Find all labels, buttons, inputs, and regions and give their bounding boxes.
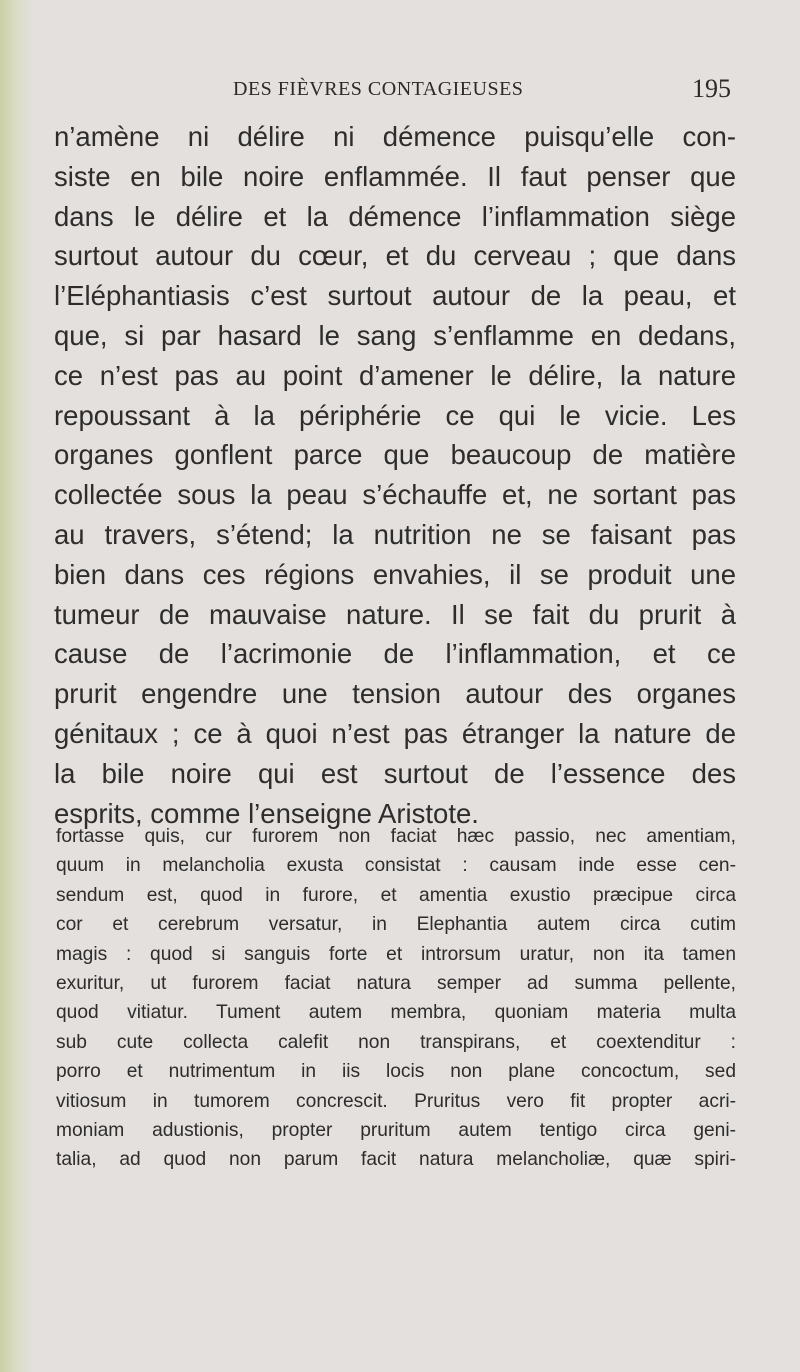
text-line: siste en bile noire enflammée. Il faut penser que: [54, 160, 736, 192]
text-line: magis : quod si sanguis forte et introrsum uratur, non ita tamen: [56, 943, 736, 965]
text-line: tumeur de mauvaise nature. Il se fait du prurit à: [54, 598, 736, 630]
page-edge-shadow: [0, 0, 34, 1372]
latin-footnote-text: [56, 822, 736, 1175]
text-line: sub cute collecta calefit non transpirans, et coextenditur :: [56, 1031, 736, 1053]
text-line: talia, ad quod non parum facit natura melancholiæ, quæ spiri-: [56, 1149, 736, 1171]
french-text: [54, 117, 736, 833]
text-line: au travers, s’étend; la nutrition ne se faisant pas: [54, 518, 736, 550]
text-line: collectée sous la peau s’échauffe et, ne sortant pas: [54, 479, 736, 511]
text-line: vitiosum in tumorem concrescit. Pruritus vero fit propter acri-: [56, 1090, 736, 1112]
text-line: quod vitiatur. Tument autem membra, quoniam materia multa: [56, 1002, 736, 1024]
text-line: porro et nutrimentum in iis locis non plane concoctum, sed: [56, 1061, 736, 1083]
text-line: l’Eléphantiasis c’est surtout autour de la peau, et: [54, 280, 736, 312]
text-line: n’amène ni délire ni démence puisqu’elle con-: [54, 121, 736, 152]
text-line: surtout autour du cœur, et du cerveau ; que dans: [54, 240, 736, 272]
text-line: que, si par hasard le sang s’enflamme en dedans,: [54, 319, 736, 351]
text-line: fortasse quis, cur furorem non faciat hæc passio, nec amentiam,: [56, 826, 736, 847]
running-title: DES FIÈVRES CONTAGIEUSES: [233, 78, 524, 100]
page-header: [0, 74, 800, 110]
text-line: dans le délire et la démence l’inflammation siège: [54, 200, 736, 232]
text-line: la bile noire qui est surtout de l’essence des: [54, 757, 736, 789]
text-line: organes gonflent parce que beaucoup de matière: [54, 439, 736, 471]
text-line: esprits, comme l’enseigne Aristote.: [54, 797, 479, 829]
text-line: prurit engendre une tension autour des organes: [54, 678, 736, 710]
text-line: repoussant à la périphérie ce qui le vicie. Les: [54, 399, 736, 431]
text-line: moniam adustionis, propter pruritum autem tentigo circa geni-: [56, 1120, 736, 1142]
text-line: exuritur, ut furorem faciat natura semper ad summa pellente,: [56, 973, 736, 995]
text-line: bien dans ces régions envahies, il se produit une: [54, 558, 736, 590]
text-line: ce n’est pas au point d’amener le délire, la nature: [54, 359, 736, 391]
text-line: génitaux ; ce à quoi n’est pas étranger la nature de: [54, 717, 736, 749]
text-line: sendum est, quod in furore, et amentia exustio præcipue circa: [56, 884, 736, 906]
text-line: cor et cerebrum versatur, in Elephantia autem circa cutim: [56, 914, 736, 936]
text-line: quum in melancholia exusta consistat : causam inde esse cen-: [56, 855, 736, 877]
text-line: cause de l’acrimonie de l’inflammation, et ce: [54, 638, 736, 670]
page-number: 195: [692, 74, 731, 103]
